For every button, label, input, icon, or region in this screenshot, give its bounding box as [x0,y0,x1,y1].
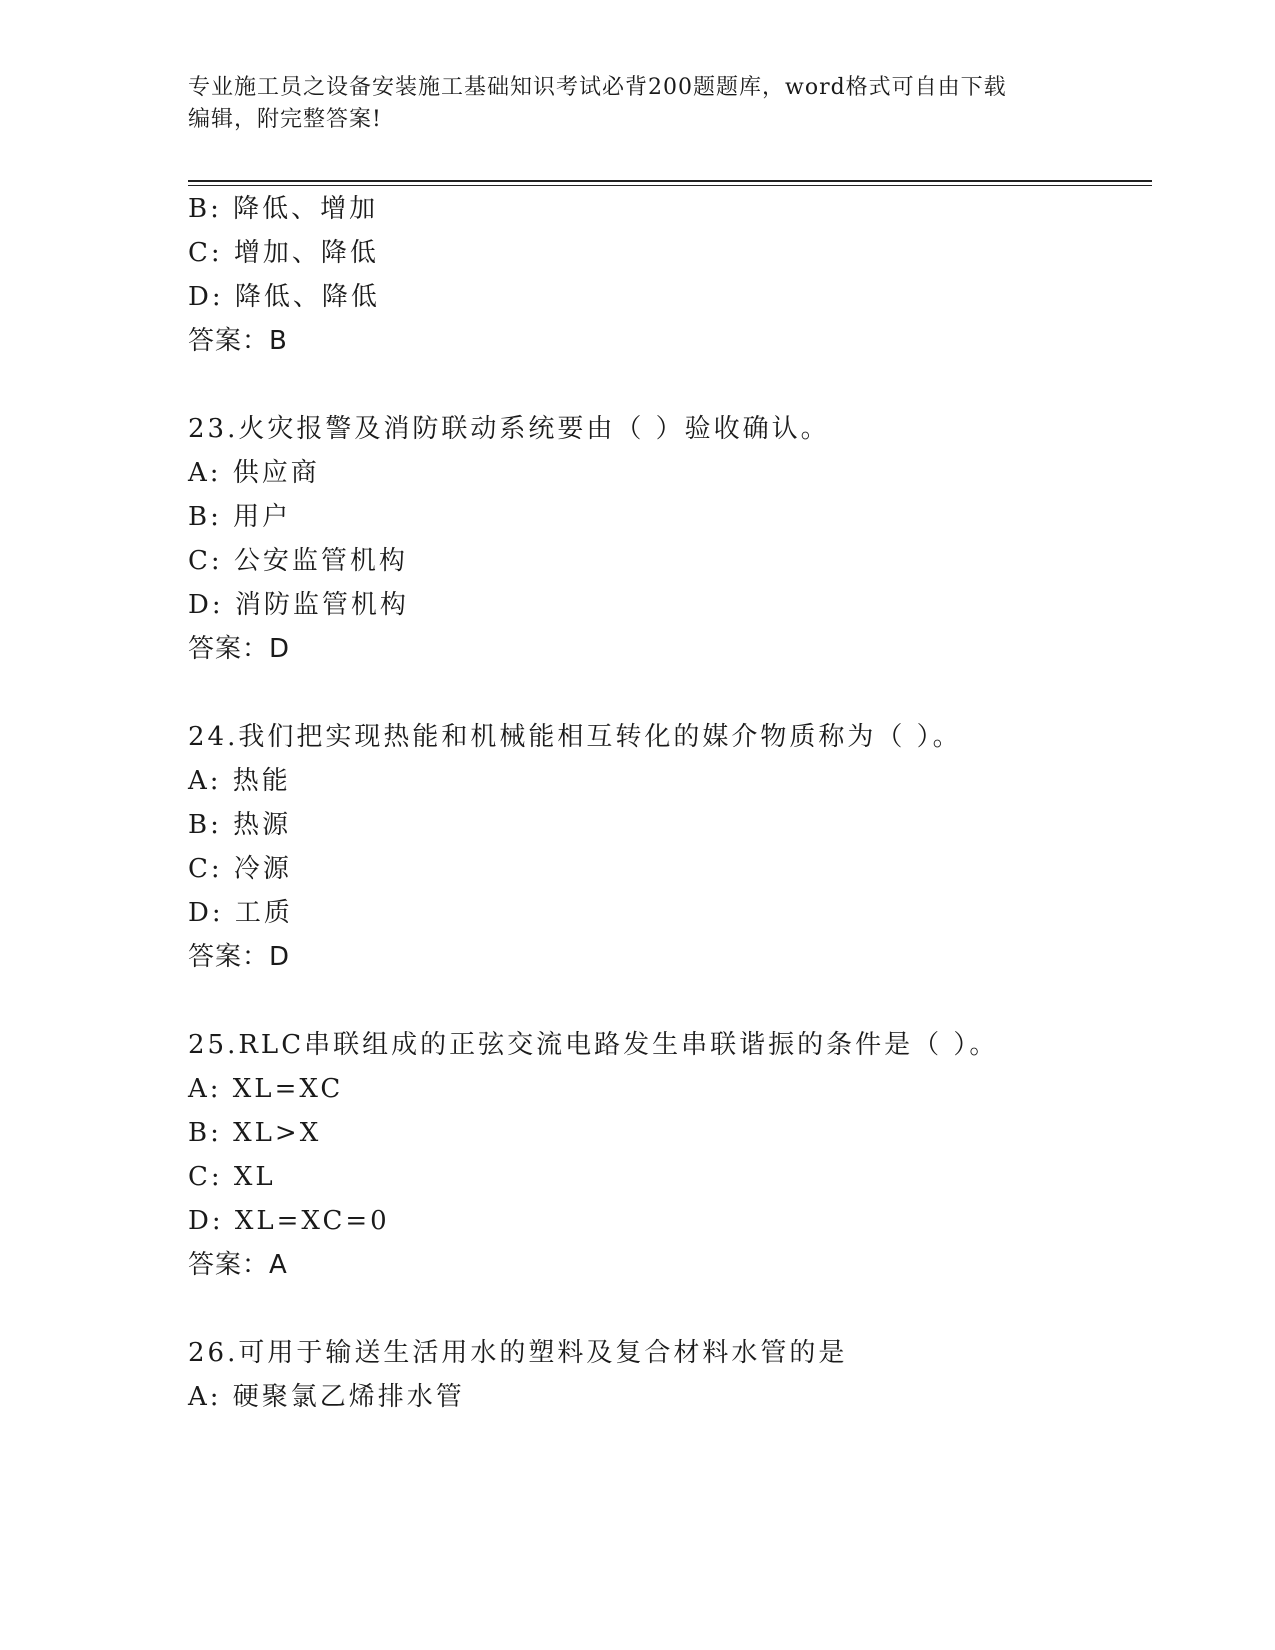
q26-question: 26.可用于输送生活用水的塑料及复合材料水管的是 [188,1338,848,1368]
header-divider-thin [188,185,1152,186]
header-title-line2: 编辑，附完整答案! [188,107,382,132]
q22-answer: 答案：B [188,326,288,356]
q24-answer: 答案：D [188,942,291,972]
q25-option-c: C: XL [188,1162,276,1192]
q25-question: 25.RLC串联组成的正弦交流电路发生串联谐振的条件是（ ）。 [188,1030,999,1060]
q22-option-c: C: 增加、降低 [188,238,379,268]
document-header [188,72,1068,136]
q25-option-b: B: XL>X [188,1118,322,1148]
q26-option-a: A: 硬聚氯乙烯排水管 [188,1382,465,1412]
header-title-line1: 专业施工员之设备安装施工基础知识考试必背200题题库，word格式可自由下载 [188,75,1007,100]
q25-option-a: A: XL=XC [188,1074,344,1104]
q24-question: 24.我们把实现热能和机械能相互转化的媒介物质称为（ ）。 [188,722,962,752]
q23-option-b: B: 用户 [188,502,292,532]
q23-option-a: A: 供应商 [188,458,320,488]
q23-option-c: C: 公安监管机构 [188,546,408,576]
q25-option-d: D: XL=XC=0 [188,1206,390,1236]
q23-question: 23.火灾报警及消防联动系统要由（ ）验收确认。 [188,414,830,444]
header-divider-thick [188,180,1152,182]
q24-option-a: A: 热能 [188,766,291,796]
q24-option-d: D: 工质 [188,898,293,928]
q24-option-b: B: 热源 [188,810,292,840]
q22-option-b: B: 降低、增加 [188,194,379,224]
q25-answer: 答案：A [188,1250,288,1280]
q23-option-d: D: 消防监管机构 [188,590,409,620]
q23-answer: 答案：D [188,634,291,664]
q24-option-c: C: 冷源 [188,854,292,884]
q22-option-d: D: 降低、降低 [188,282,380,312]
